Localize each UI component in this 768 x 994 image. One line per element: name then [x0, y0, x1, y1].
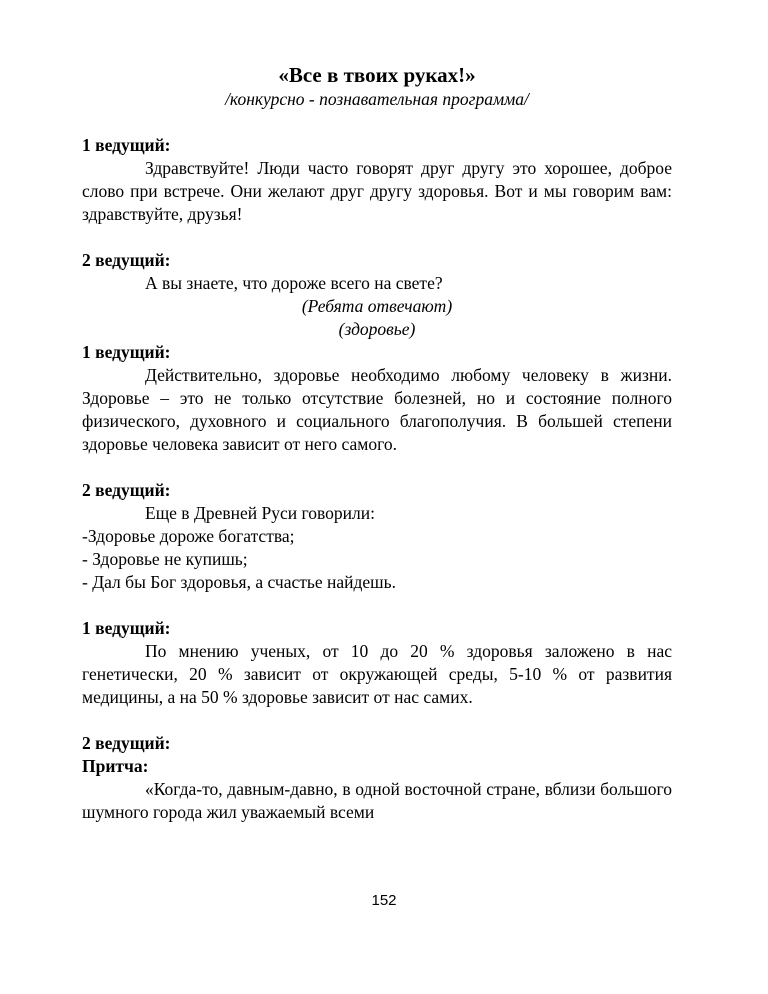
speaker-label: 2 ведущий: [82, 733, 171, 753]
speech-paragraph: По мнению ученых, от 10 до 20 % здоровья заложено в нас генетически, 20 % зависит от окружающей среды, 5-10 % от развития медицины, а на 50 % здоровье зависит от нас самих. [82, 641, 672, 707]
stage-direction: (здоровье) [338, 319, 416, 339]
speech-paragraph: Еще в Древней Руси говорили: [145, 503, 375, 523]
document-title: «Все в твоих руках!» [278, 63, 476, 87]
speaker-label: 2 ведущий: [82, 250, 171, 270]
speaker-label: 2 ведущий: [82, 480, 171, 500]
saying-line: - Здоровье не купишь; [82, 549, 248, 569]
saying-line: - Дал бы Бог здоровья, а счастье найдешь. [82, 572, 397, 592]
parable-heading: Притча: [82, 756, 149, 776]
speech-paragraph: А вы знаете, что дороже всего на свете? [145, 273, 443, 293]
speaker-label: 1 ведущий: [82, 618, 171, 638]
saying-line: -Здоровье дороже богатства; [82, 526, 295, 546]
speaker-label: 1 ведущий: [82, 342, 171, 362]
speech-paragraph: Здравствуйте! Люди часто говорят друг другу это хорошее, доброе слово при встрече. Они желают друг другу здоровья. Вот и мы говорим вам: здравствуйте, друзья! [82, 158, 672, 224]
page-number: 152 [371, 892, 397, 909]
document-subtitle: /конкурсно - познавательная программа/ [225, 89, 529, 109]
stage-direction: (Ребята отвечают) [301, 296, 453, 316]
speaker-label: 1 ведущий: [82, 135, 171, 155]
speech-paragraph: «Когда-то, давным-давно, в одной восточной стране, вблизи большого шумного города жил уважаемый всеми [82, 779, 672, 822]
speech-paragraph: Действительно, здоровье необходимо любому человеку в жизни. Здоровье – это не только отсутствие болезней, но и состояние полного физического, духовного и социального благополучия. В большей степени здоровье человека зависит от него самого. [82, 365, 672, 454]
document-page [82, 62, 672, 824]
